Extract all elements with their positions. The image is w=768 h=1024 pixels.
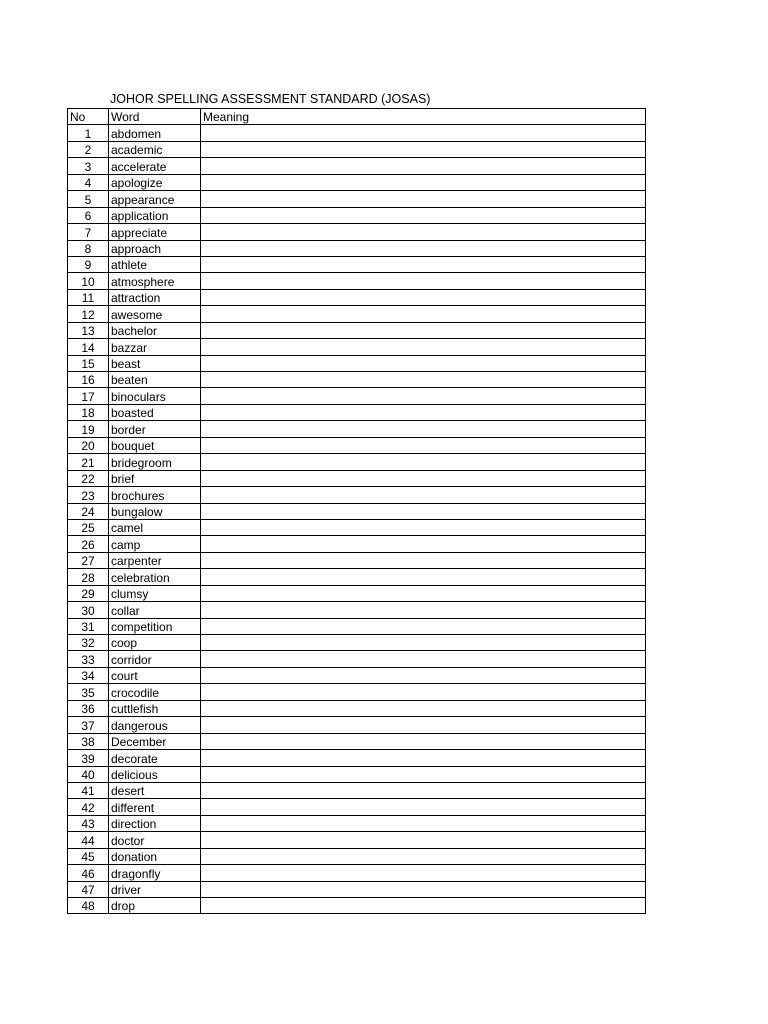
row-word: application <box>109 207 201 223</box>
row-meaning-cell[interactable] <box>201 256 646 272</box>
row-word: atmosphere <box>109 273 201 289</box>
row-number: 33 <box>68 651 109 667</box>
row-meaning-cell[interactable] <box>201 717 646 733</box>
table-row <box>68 191 646 207</box>
row-number: 14 <box>68 339 109 355</box>
table-row <box>68 224 646 240</box>
row-meaning-cell[interactable] <box>201 750 646 766</box>
row-number: 19 <box>68 421 109 437</box>
table-row <box>68 602 646 618</box>
row-word: beaten <box>109 372 201 388</box>
row-number: 16 <box>68 372 109 388</box>
row-meaning-cell[interactable] <box>201 865 646 881</box>
row-meaning-cell[interactable] <box>201 585 646 601</box>
table-row <box>68 519 646 535</box>
row-word: direction <box>109 815 201 831</box>
row-word: camel <box>109 519 201 535</box>
row-number: 25 <box>68 519 109 535</box>
row-number: 17 <box>68 388 109 404</box>
row-meaning-cell[interactable] <box>201 125 646 141</box>
table-row <box>68 141 646 157</box>
row-number: 10 <box>68 273 109 289</box>
row-number: 37 <box>68 717 109 733</box>
table-row <box>68 207 646 223</box>
table-row <box>68 404 646 420</box>
row-word: camp <box>109 536 201 552</box>
table-row <box>68 240 646 256</box>
row-number: 13 <box>68 322 109 338</box>
row-number: 3 <box>68 158 109 174</box>
row-number: 30 <box>68 602 109 618</box>
row-word: driver <box>109 881 201 897</box>
row-number: 22 <box>68 470 109 486</box>
row-word: appearance <box>109 191 201 207</box>
row-word: December <box>109 733 201 749</box>
row-number: 7 <box>68 224 109 240</box>
table-body <box>68 125 646 914</box>
row-word: bachelor <box>109 322 201 338</box>
row-number: 31 <box>68 618 109 634</box>
row-number: 21 <box>68 454 109 470</box>
row-meaning-cell[interactable] <box>201 207 646 223</box>
row-word: beast <box>109 355 201 371</box>
row-meaning-cell[interactable] <box>201 141 646 157</box>
table-row <box>68 355 646 371</box>
row-meaning-cell[interactable] <box>201 306 646 322</box>
row-meaning-cell[interactable] <box>201 404 646 420</box>
table-row <box>68 700 646 716</box>
row-meaning-cell[interactable] <box>201 158 646 174</box>
table-row <box>68 158 646 174</box>
row-meaning-cell[interactable] <box>201 421 646 437</box>
row-word: doctor <box>109 832 201 848</box>
row-word: dangerous <box>109 717 201 733</box>
table-row <box>68 125 646 141</box>
row-number: 32 <box>68 635 109 651</box>
row-number: 29 <box>68 585 109 601</box>
row-meaning-cell[interactable] <box>201 191 646 207</box>
row-meaning-cell[interactable] <box>201 782 646 798</box>
row-meaning-cell[interactable] <box>201 635 646 651</box>
row-word: corridor <box>109 651 201 667</box>
row-word: border <box>109 421 201 437</box>
row-word: appreciate <box>109 224 201 240</box>
table-row <box>68 256 646 272</box>
row-word: academic <box>109 141 201 157</box>
row-meaning-cell[interactable] <box>201 667 646 683</box>
row-number: 41 <box>68 782 109 798</box>
row-number: 4 <box>68 174 109 190</box>
table-row <box>68 174 646 190</box>
row-word: carpenter <box>109 552 201 568</box>
row-word: cuttlefish <box>109 700 201 716</box>
row-word: clumsy <box>109 585 201 601</box>
row-number: 40 <box>68 766 109 782</box>
row-word: celebration <box>109 569 201 585</box>
row-meaning-cell[interactable] <box>201 174 646 190</box>
row-meaning-cell[interactable] <box>201 289 646 305</box>
row-number: 27 <box>68 552 109 568</box>
row-word: drop <box>109 898 201 914</box>
row-number: 36 <box>68 700 109 716</box>
table-row <box>68 766 646 782</box>
table-row <box>68 372 646 388</box>
row-meaning-cell[interactable] <box>201 618 646 634</box>
table-row <box>68 536 646 552</box>
row-word: abdomen <box>109 125 201 141</box>
row-word: awesome <box>109 306 201 322</box>
row-word: court <box>109 667 201 683</box>
row-meaning-cell[interactable] <box>201 519 646 535</box>
table-row <box>68 552 646 568</box>
row-meaning-cell[interactable] <box>201 766 646 782</box>
row-word: bungalow <box>109 503 201 519</box>
table-row <box>68 717 646 733</box>
table-row <box>68 503 646 519</box>
document-title: JOHOR SPELLING ASSESSMENT STANDARD (JOSAS) <box>110 92 431 106</box>
row-number: 35 <box>68 684 109 700</box>
table-row <box>68 322 646 338</box>
table-row <box>68 618 646 634</box>
column-header-no: No <box>68 109 109 125</box>
row-word: different <box>109 799 201 815</box>
row-number: 26 <box>68 536 109 552</box>
table-row <box>68 437 646 453</box>
table-row <box>68 635 646 651</box>
table-row <box>68 848 646 864</box>
row-word: desert <box>109 782 201 798</box>
row-word: collar <box>109 602 201 618</box>
row-number: 39 <box>68 750 109 766</box>
row-word: approach <box>109 240 201 256</box>
row-number: 48 <box>68 898 109 914</box>
table-row <box>68 273 646 289</box>
table-row <box>68 865 646 881</box>
table-row <box>68 651 646 667</box>
row-number: 38 <box>68 733 109 749</box>
column-header-meaning: Meaning <box>201 109 646 125</box>
row-number: 8 <box>68 240 109 256</box>
row-meaning-cell[interactable] <box>201 700 646 716</box>
row-word: attraction <box>109 289 201 305</box>
row-word: competition <box>109 618 201 634</box>
table-row <box>68 799 646 815</box>
spelling-table <box>67 108 646 914</box>
table-row <box>68 454 646 470</box>
table-row <box>68 585 646 601</box>
table-row <box>68 782 646 798</box>
row-word: crocodile <box>109 684 201 700</box>
row-meaning-cell[interactable] <box>201 651 646 667</box>
row-number: 5 <box>68 191 109 207</box>
row-number: 24 <box>68 503 109 519</box>
table-row <box>68 339 646 355</box>
table-row <box>68 388 646 404</box>
row-word: binoculars <box>109 388 201 404</box>
column-header-word: Word <box>109 109 201 125</box>
row-word: apologize <box>109 174 201 190</box>
row-word: athlete <box>109 256 201 272</box>
row-meaning-cell[interactable] <box>201 733 646 749</box>
row-word: coop <box>109 635 201 651</box>
row-number: 44 <box>68 832 109 848</box>
row-number: 1 <box>68 125 109 141</box>
row-number: 9 <box>68 256 109 272</box>
row-number: 42 <box>68 799 109 815</box>
row-word: dragonfly <box>109 865 201 881</box>
row-meaning-cell[interactable] <box>201 503 646 519</box>
row-number: 28 <box>68 569 109 585</box>
row-meaning-cell[interactable] <box>201 569 646 585</box>
row-number: 45 <box>68 848 109 864</box>
row-meaning-cell[interactable] <box>201 454 646 470</box>
row-meaning-cell[interactable] <box>201 470 646 486</box>
row-number: 15 <box>68 355 109 371</box>
table-row <box>68 684 646 700</box>
row-number: 23 <box>68 487 109 503</box>
row-word: accelerate <box>109 158 201 174</box>
table-row <box>68 667 646 683</box>
row-meaning-cell[interactable] <box>201 684 646 700</box>
row-word: bridegroom <box>109 454 201 470</box>
row-number: 11 <box>68 289 109 305</box>
row-word: donation <box>109 848 201 864</box>
row-meaning-cell[interactable] <box>201 372 646 388</box>
row-word: brief <box>109 470 201 486</box>
row-meaning-cell[interactable] <box>201 552 646 568</box>
row-meaning-cell[interactable] <box>201 224 646 240</box>
row-word: decorate <box>109 750 201 766</box>
row-word: bazzar <box>109 339 201 355</box>
row-number: 20 <box>68 437 109 453</box>
row-meaning-cell[interactable] <box>201 240 646 256</box>
row-meaning-cell[interactable] <box>201 848 646 864</box>
table-row <box>68 815 646 831</box>
row-meaning-cell[interactable] <box>201 355 646 371</box>
row-meaning-cell[interactable] <box>201 487 646 503</box>
row-number: 46 <box>68 865 109 881</box>
row-word: delicious <box>109 766 201 782</box>
row-word: bouquet <box>109 437 201 453</box>
table-row <box>68 421 646 437</box>
row-meaning-cell[interactable] <box>201 832 646 848</box>
row-meaning-cell[interactable] <box>201 339 646 355</box>
row-meaning-cell[interactable] <box>201 799 646 815</box>
table-row <box>68 832 646 848</box>
table-row <box>68 881 646 897</box>
row-meaning-cell[interactable] <box>201 536 646 552</box>
table-row <box>68 306 646 322</box>
row-number: 2 <box>68 141 109 157</box>
table-row <box>68 733 646 749</box>
row-number: 12 <box>68 306 109 322</box>
row-meaning-cell[interactable] <box>201 898 646 914</box>
row-meaning-cell[interactable] <box>201 322 646 338</box>
table-row <box>68 750 646 766</box>
table-row <box>68 898 646 914</box>
row-meaning-cell[interactable] <box>201 437 646 453</box>
table-row <box>68 289 646 305</box>
row-number: 6 <box>68 207 109 223</box>
row-meaning-cell[interactable] <box>201 602 646 618</box>
table-row <box>68 569 646 585</box>
row-number: 47 <box>68 881 109 897</box>
row-word: boasted <box>109 404 201 420</box>
row-meaning-cell[interactable] <box>201 815 646 831</box>
row-meaning-cell[interactable] <box>201 388 646 404</box>
row-number: 34 <box>68 667 109 683</box>
row-number: 43 <box>68 815 109 831</box>
row-word: brochures <box>109 487 201 503</box>
table-row <box>68 470 646 486</box>
row-number: 18 <box>68 404 109 420</box>
row-meaning-cell[interactable] <box>201 273 646 289</box>
table-header-row <box>68 109 646 125</box>
table-row <box>68 487 646 503</box>
row-meaning-cell[interactable] <box>201 881 646 897</box>
